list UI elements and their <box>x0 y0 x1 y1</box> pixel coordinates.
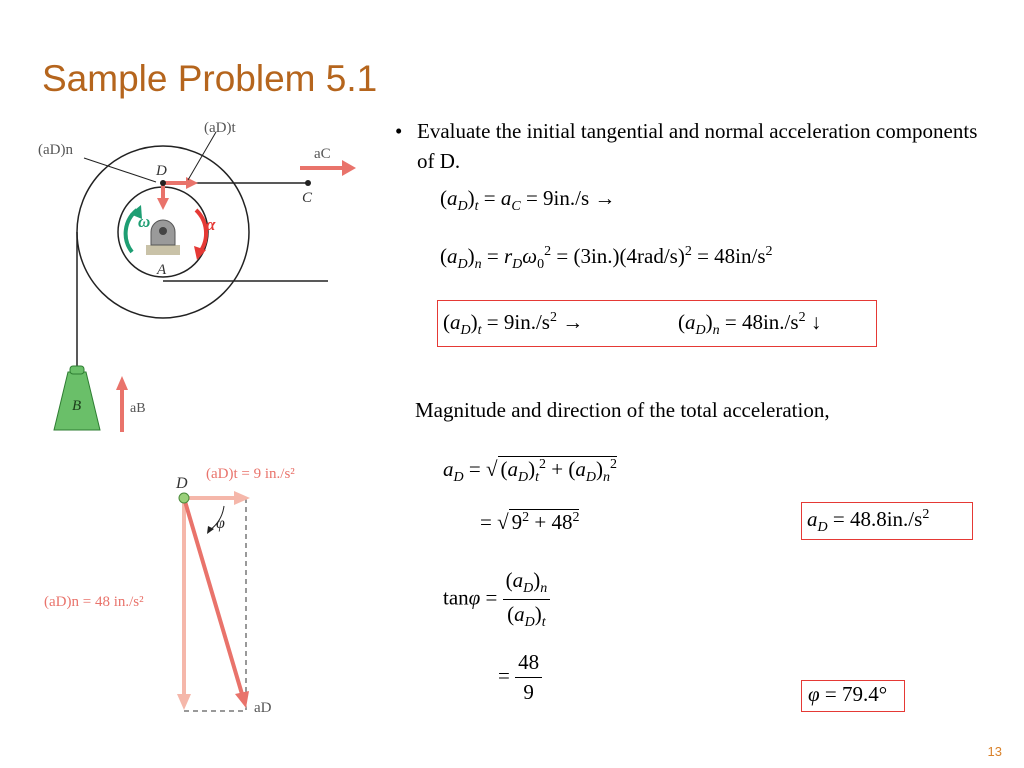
equation-ratio: = $\frac{48}{9}$ <box>498 650 542 705</box>
equation-magnitude: $a_D$ = √ $(a_D)_t^2 + (a_D)_n^2$ <box>443 457 617 486</box>
vector-figure <box>38 456 358 718</box>
equation-tangential: $(a_D)_t = a_C = 9in./s$ → <box>440 186 616 215</box>
page-number: 13 <box>987 744 1002 759</box>
label-adn-bottom: (aD)n = 48 in./s² <box>44 594 144 610</box>
boxed-magnitude-text: $a_D = 48.8in./s^2$ <box>807 507 930 536</box>
label-c: C <box>302 190 313 206</box>
boxed-normal: $(a_D)_n = 48in./s^2$ ↓ <box>678 310 822 339</box>
label-b: B <box>72 398 82 414</box>
label-adt: (aD)t <box>204 120 236 136</box>
label-d: D <box>156 163 167 179</box>
label-ab: aB <box>130 401 146 416</box>
point-d <box>160 180 166 186</box>
pulley-figure <box>38 110 378 440</box>
bullet-evaluate <box>395 116 995 176</box>
equation-normal: $(a_D)_n = r_D\omega_0^2 = (3in.)(4rad/s)^2 = 48in/s^2$ <box>440 244 773 273</box>
axle-base <box>146 245 180 255</box>
boxed-phi-text: φ = 79.4° <box>808 682 888 706</box>
label-phi: φ <box>216 515 225 532</box>
point-c <box>305 180 311 186</box>
label-ac: aC <box>314 146 331 162</box>
label-ad-bottom: aD <box>254 700 272 716</box>
label-adn: (aD)n <box>38 142 73 158</box>
magnitude-heading: Magnitude and direction of the total acceleration, <box>415 398 830 422</box>
label-alpha: α <box>206 215 216 234</box>
bullet-dot: • <box>395 119 403 143</box>
bullet-text: Evaluate the initial tangential and normal acceleration components of D. <box>417 119 978 173</box>
slide-title: Sample Problem 5.1 <box>42 58 378 99</box>
label-d-bottom: D <box>176 475 188 492</box>
label-a: A <box>157 262 167 278</box>
boxed-tangential: $(a_D)_t = 9in./s^2$ → <box>443 310 584 339</box>
equation-magnitude-values: = √ $9^2 + 48^2$ <box>480 510 580 534</box>
equation-tan-phi: tanφ = $\frac{(a_D)_n}{(a_D)_t}$ <box>443 568 550 631</box>
label-omega: ω <box>138 212 151 231</box>
label-adt-bottom: (aD)t = 9 in./s² <box>206 466 295 482</box>
point-d-bottom <box>179 493 189 503</box>
